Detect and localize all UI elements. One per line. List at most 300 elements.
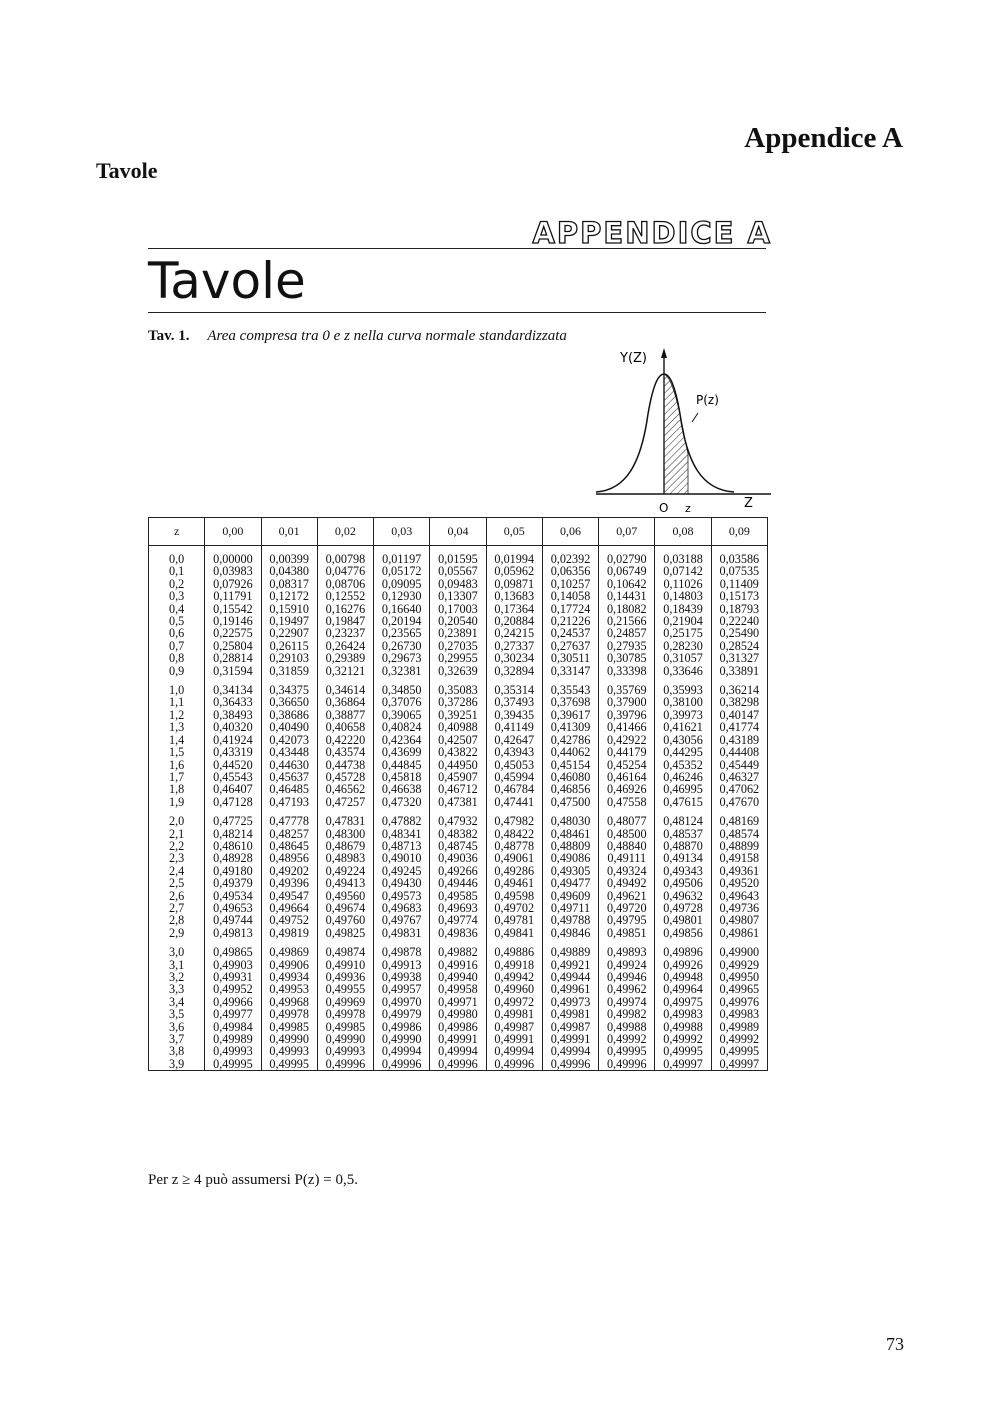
value-cell: 0,39617 (542, 709, 598, 721)
value-cell: 0,27935 (599, 640, 655, 652)
value-cell: 0,40320 (205, 721, 261, 733)
value-cell: 0,18793 (711, 603, 767, 615)
value-cell: 0,42364 (374, 734, 430, 746)
value-cell: 0,31594 (205, 665, 261, 677)
value-cell: 0,49980 (430, 1008, 486, 1020)
value-cell: 0,49995 (261, 1058, 317, 1071)
header-col: 0,02 (317, 518, 373, 546)
value-cell: 0,42786 (542, 734, 598, 746)
value-cell: 0,31859 (261, 665, 317, 677)
value-cell: 0,49492 (599, 877, 655, 889)
header-col: 0,08 (655, 518, 711, 546)
z-cell: 1,6 (169, 757, 185, 772)
value-cell: 0,38877 (317, 709, 373, 721)
value-cell: 0,40824 (374, 721, 430, 733)
value-cell: 0,49693 (430, 902, 486, 914)
value-cell: 0,49889 (542, 946, 598, 958)
value-cell: 0,43319 (205, 746, 261, 758)
value-cell: 0,42220 (317, 734, 373, 746)
value-cell: 0,49795 (599, 914, 655, 926)
value-cell: 0,39973 (655, 709, 711, 721)
value-cell: 0,39796 (599, 709, 655, 721)
z-cell: 1,7 (169, 769, 185, 784)
value-cell: 0,49965 (711, 983, 767, 995)
value-cell: 0,49202 (261, 865, 317, 877)
table-body (149, 546, 768, 1071)
table-row (149, 796, 768, 808)
value-cell: 0,44520 (205, 759, 261, 771)
value-cell: 0,49621 (599, 890, 655, 902)
value-cell: 0,49446 (430, 877, 486, 889)
value-cell: 0,49893 (599, 946, 655, 958)
value-cell: 0,49982 (599, 1008, 655, 1020)
header-z: z (149, 518, 205, 546)
value-cell: 0,49992 (655, 1033, 711, 1045)
value-cell: 0,49991 (486, 1033, 542, 1045)
value-cell: 0,34614 (317, 684, 373, 696)
value-cell: 0,49994 (486, 1045, 542, 1057)
value-cell: 0,49992 (599, 1033, 655, 1045)
value-cell: 0,48870 (655, 840, 711, 852)
value-cell: 0,49926 (655, 959, 711, 971)
value-cell: 0,49973 (542, 996, 598, 1008)
table-row (149, 1058, 768, 1071)
value-cell: 0,49856 (655, 927, 711, 939)
value-cell: 0,49987 (542, 1021, 598, 1033)
value-cell: 0,24857 (599, 627, 655, 639)
value-cell: 0,49970 (374, 996, 430, 1008)
value-cell: 0,32639 (430, 665, 486, 677)
value-cell: 0,49361 (711, 865, 767, 877)
value-cell: 0,47193 (261, 796, 317, 808)
value-cell: 0,30511 (542, 652, 598, 664)
value-cell: 0,33398 (599, 665, 655, 677)
value-cell: 0,49961 (542, 983, 598, 995)
value-cell: 0,35083 (430, 684, 486, 696)
value-cell: 0,25490 (711, 627, 767, 639)
value-cell: 0,46784 (486, 783, 542, 795)
value-cell: 0,49936 (317, 971, 373, 983)
scanned-table-page (140, 212, 780, 1202)
value-cell: 0,38100 (655, 696, 711, 708)
value-cell: 0,43822 (430, 746, 486, 758)
caption-text: Area compresa tra 0 e z nella curva normale standardizzata (207, 328, 567, 344)
value-cell: 0,49934 (261, 971, 317, 983)
value-cell: 0,49801 (655, 914, 711, 926)
value-cell: 0,12172 (261, 590, 317, 602)
value-cell: 0,08706 (317, 578, 373, 590)
value-cell: 0,47062 (711, 783, 767, 795)
value-cell: 0,47725 (205, 815, 261, 827)
value-cell: 0,49984 (205, 1021, 261, 1033)
table-row (149, 877, 768, 889)
value-cell: 0,49831 (374, 927, 430, 939)
value-cell: 0,18082 (599, 603, 655, 615)
value-cell: 0,49990 (261, 1033, 317, 1045)
value-cell: 0,44630 (261, 759, 317, 771)
value-cell: 0,49900 (711, 946, 767, 958)
value-cell: 0,22575 (205, 627, 261, 639)
value-cell: 0,49986 (430, 1021, 486, 1033)
value-cell: 0,03188 (655, 553, 711, 565)
value-cell: 0,49940 (430, 971, 486, 983)
value-cell: 0,26730 (374, 640, 430, 652)
value-cell: 0,17003 (430, 603, 486, 615)
value-cell: 0,49996 (486, 1058, 542, 1071)
value-cell: 0,33147 (542, 665, 598, 677)
value-cell: 0,08317 (261, 578, 317, 590)
value-cell: 0,44738 (317, 759, 373, 771)
z-table (148, 517, 768, 1071)
value-cell: 0,29955 (430, 652, 486, 664)
value-cell: 0,35993 (655, 684, 711, 696)
z-cell: 0,8 (169, 651, 185, 666)
value-cell: 0,24215 (486, 627, 542, 639)
value-cell: 0,41466 (599, 721, 655, 733)
value-cell: 0,39251 (430, 709, 486, 721)
value-cell: 0,49987 (486, 1021, 542, 1033)
value-cell: 0,43943 (486, 746, 542, 758)
value-cell: 0,20884 (486, 615, 542, 627)
value-cell: 0,14058 (542, 590, 598, 602)
value-cell: 0,21226 (542, 615, 598, 627)
value-cell: 0,49547 (261, 890, 317, 902)
value-cell: 0,44179 (599, 746, 655, 758)
header-col: 0,03 (374, 518, 430, 546)
value-cell: 0,49997 (655, 1058, 711, 1071)
top-rule (148, 248, 766, 249)
table-caption (148, 328, 567, 345)
value-cell: 0,11791 (205, 590, 261, 602)
value-cell: 0,49841 (486, 927, 542, 939)
value-cell: 0,27637 (542, 640, 598, 652)
value-cell: 0,49825 (317, 927, 373, 939)
value-cell: 0,49702 (486, 902, 542, 914)
value-cell: 0,45728 (317, 771, 373, 783)
value-cell: 0,49916 (430, 959, 486, 971)
value-cell: 0,49996 (317, 1058, 373, 1071)
header-col: 0,06 (542, 518, 598, 546)
value-cell: 0,49988 (655, 1021, 711, 1033)
value-cell: 0,49944 (542, 971, 598, 983)
value-cell: 0,49953 (261, 983, 317, 995)
z-cell: 1,5 (169, 745, 185, 760)
value-cell: 0,37286 (430, 696, 486, 708)
value-cell: 0,48300 (317, 828, 373, 840)
value-cell: 0,45818 (374, 771, 430, 783)
value-cell: 0,41924 (205, 734, 261, 746)
value-cell: 0,49903 (205, 959, 261, 971)
z-cell: 0,2 (169, 576, 185, 591)
value-cell: 0,42647 (486, 734, 542, 746)
value-cell: 0,45637 (261, 771, 317, 783)
appendix-heading: Appendice A (744, 122, 903, 154)
value-cell: 0,49534 (205, 890, 261, 902)
value-cell: 0,49744 (205, 914, 261, 926)
value-cell: 0,45543 (205, 771, 261, 783)
value-cell: 0,46080 (542, 771, 598, 783)
value-cell: 0,49985 (261, 1021, 317, 1033)
value-cell: 0,49988 (599, 1021, 655, 1033)
z-cell: 1,3 (169, 720, 185, 735)
value-cell: 0,49774 (430, 914, 486, 926)
value-cell: 0,45994 (486, 771, 542, 783)
z-cell: 3,1 (169, 957, 185, 972)
table-row (149, 1045, 768, 1057)
value-cell: 0,14431 (599, 590, 655, 602)
value-cell: 0,49878 (374, 946, 430, 958)
value-cell: 0,49158 (711, 852, 767, 864)
table-row (149, 914, 768, 926)
value-cell: 0,26424 (317, 640, 373, 652)
table-row (149, 721, 768, 733)
value-cell: 0,49379 (205, 877, 261, 889)
value-cell: 0,33891 (711, 665, 767, 677)
value-cell: 0,49958 (430, 983, 486, 995)
value-cell: 0,21904 (655, 615, 711, 627)
value-cell: 0,48899 (711, 840, 767, 852)
value-cell: 0,47441 (486, 796, 542, 808)
scan-title: Tavole (148, 252, 306, 310)
value-cell: 0,35769 (599, 684, 655, 696)
value-cell: 0,11026 (655, 578, 711, 590)
value-cell: 0,35314 (486, 684, 542, 696)
value-cell: 0,49960 (486, 983, 542, 995)
value-cell: 0,40147 (711, 709, 767, 721)
value-cell: 0,32894 (486, 665, 542, 677)
value-cell: 0,49906 (261, 959, 317, 971)
value-cell: 0,49964 (655, 983, 711, 995)
value-cell: 0,49413 (317, 877, 373, 889)
value-cell: 0,39435 (486, 709, 542, 721)
normal-table (148, 517, 768, 1071)
table-row (149, 815, 768, 827)
value-cell: 0,44845 (374, 759, 430, 771)
z-cell: 0,9 (169, 663, 185, 678)
value-cell: 0,49573 (374, 890, 430, 902)
z-cell: 2,5 (169, 876, 185, 891)
z-cell: 1,0 (169, 683, 185, 698)
value-cell: 0,19497 (261, 615, 317, 627)
value-cell: 0,18439 (655, 603, 711, 615)
value-cell: 0,48983 (317, 852, 373, 864)
z-cell: 1,8 (169, 782, 185, 797)
value-cell: 0,49996 (374, 1058, 430, 1071)
table-row (149, 746, 768, 758)
z-cell: 2,7 (169, 900, 185, 915)
z-cell: 3,0 (169, 945, 185, 960)
value-cell: 0,10642 (599, 578, 655, 590)
value-cell: 0,47128 (205, 796, 261, 808)
value-cell: 0,46246 (655, 771, 711, 783)
table-row (149, 696, 768, 708)
value-cell: 0,37076 (374, 696, 430, 708)
z-cell: 2,3 (169, 851, 185, 866)
value-cell: 0,09483 (430, 578, 486, 590)
value-cell: 0,49781 (486, 914, 542, 926)
z-cell: 0,7 (169, 638, 185, 653)
value-cell: 0,03586 (711, 553, 767, 565)
value-cell: 0,00000 (205, 553, 261, 565)
value-cell: 0,49760 (317, 914, 373, 926)
value-cell: 0,45154 (542, 759, 598, 771)
value-cell: 0,49643 (711, 890, 767, 902)
value-cell: 0,03983 (205, 565, 261, 577)
value-cell: 0,45449 (711, 759, 767, 771)
table-row (149, 590, 768, 602)
value-cell: 0,49874 (317, 946, 373, 958)
value-cell: 0,41149 (486, 721, 542, 733)
value-cell: 0,42073 (261, 734, 317, 746)
value-cell: 0,28814 (205, 652, 261, 664)
value-cell: 0,49957 (374, 983, 430, 995)
value-cell: 0,48645 (261, 840, 317, 852)
y-axis-arrow (661, 348, 667, 358)
value-cell: 0,49948 (655, 971, 711, 983)
value-cell: 0,49921 (542, 959, 598, 971)
value-cell: 0,49989 (711, 1021, 767, 1033)
value-cell: 0,49995 (655, 1045, 711, 1057)
header-col: 0,00 (205, 518, 261, 546)
z-cell: 3,3 (169, 982, 185, 997)
value-cell: 0,49664 (261, 902, 317, 914)
value-cell: 0,27035 (430, 640, 486, 652)
value-cell: 0,48840 (599, 840, 655, 852)
value-cell: 0,46485 (261, 783, 317, 795)
value-cell: 0,37900 (599, 696, 655, 708)
value-cell: 0,17364 (486, 603, 542, 615)
value-cell: 0,49972 (486, 996, 542, 1008)
value-cell: 0,49477 (542, 877, 598, 889)
value-cell: 0,48537 (655, 828, 711, 840)
value-cell: 0,48461 (542, 828, 598, 840)
z-cell: 2,9 (169, 925, 185, 940)
value-cell: 0,49609 (542, 890, 598, 902)
value-cell: 0,36214 (711, 684, 767, 696)
value-cell: 0,02790 (599, 553, 655, 565)
value-cell: 0,49994 (542, 1045, 598, 1057)
value-cell: 0,38493 (205, 709, 261, 721)
z-cell: 2,1 (169, 826, 185, 841)
value-cell: 0,30234 (486, 652, 542, 664)
value-cell: 0,49983 (711, 1008, 767, 1020)
value-cell: 0,49938 (374, 971, 430, 983)
value-cell: 0,49989 (205, 1033, 261, 1045)
value-cell: 0,45907 (430, 771, 486, 783)
value-cell: 0,48679 (317, 840, 373, 852)
value-cell: 0,49180 (205, 865, 261, 877)
y-label: Y(Z) (620, 351, 647, 366)
value-cell: 0,40490 (261, 721, 317, 733)
value-cell: 0,38686 (261, 709, 317, 721)
value-cell: 0,49767 (374, 914, 430, 926)
z-cell: 2,6 (169, 888, 185, 903)
table-row (149, 946, 768, 958)
value-cell: 0,47778 (261, 815, 317, 827)
value-cell: 0,49986 (374, 1021, 430, 1033)
value-cell: 0,47982 (486, 815, 542, 827)
value-cell: 0,49931 (205, 971, 261, 983)
value-cell: 0,48422 (486, 828, 542, 840)
value-cell: 0,49993 (317, 1045, 373, 1057)
z-cell: 3,9 (169, 1056, 185, 1071)
value-cell: 0,48169 (711, 815, 767, 827)
value-cell: 0,46856 (542, 783, 598, 795)
value-cell: 0,20194 (374, 615, 430, 627)
value-cell: 0,49955 (317, 983, 373, 995)
value-cell: 0,07142 (655, 565, 711, 577)
value-cell: 0,47882 (374, 815, 430, 827)
value-cell: 0,29389 (317, 652, 373, 664)
z-cell: 0,5 (169, 614, 185, 629)
value-cell: 0,49245 (374, 865, 430, 877)
value-cell: 0,49974 (599, 996, 655, 1008)
scan-appendix-label: APPENDICE A (532, 216, 772, 250)
value-cell: 0,49995 (205, 1058, 261, 1071)
value-cell: 0,46995 (655, 783, 711, 795)
value-cell: 0,47558 (599, 796, 655, 808)
value-cell: 0,07926 (205, 578, 261, 590)
z-cell: 0,4 (169, 601, 185, 616)
value-cell: 0,48574 (711, 828, 767, 840)
value-cell: 0,49942 (486, 971, 542, 983)
value-cell: 0,00798 (317, 553, 373, 565)
value-cell: 0,23237 (317, 627, 373, 639)
value-cell: 0,49990 (374, 1033, 430, 1045)
value-cell: 0,49993 (205, 1045, 261, 1057)
origin-label: O (659, 501, 669, 514)
value-cell: 0,47320 (374, 796, 430, 808)
value-cell: 0,48809 (542, 840, 598, 852)
value-cell: 0,23565 (374, 627, 430, 639)
value-cell: 0,45254 (599, 759, 655, 771)
value-cell: 0,48077 (599, 815, 655, 827)
value-cell: 0,49918 (486, 959, 542, 971)
value-cell: 0,14803 (655, 590, 711, 602)
z-cell: 2,0 (169, 814, 185, 829)
z-cell: 2,2 (169, 838, 185, 853)
header-col: 0,09 (711, 518, 767, 546)
value-cell: 0,49971 (430, 996, 486, 1008)
value-cell: 0,21566 (599, 615, 655, 627)
z-cell: 3,6 (169, 1019, 185, 1034)
value-cell: 0,47615 (655, 796, 711, 808)
value-cell: 0,49632 (655, 890, 711, 902)
value-cell: 0,49266 (430, 865, 486, 877)
value-cell: 0,15542 (205, 603, 261, 615)
value-cell: 0,49807 (711, 914, 767, 926)
value-cell: 0,11409 (711, 578, 767, 590)
z-cell: 1,4 (169, 732, 185, 747)
table-row (149, 665, 768, 677)
value-cell: 0,07535 (711, 565, 767, 577)
value-cell: 0,19847 (317, 615, 373, 627)
table-row (149, 783, 768, 795)
value-cell: 0,49560 (317, 890, 373, 902)
value-cell: 0,29103 (261, 652, 317, 664)
table-row (149, 627, 768, 639)
value-cell: 0,49836 (430, 927, 486, 939)
axis-label: Z (744, 496, 753, 511)
value-cell: 0,00399 (261, 553, 317, 565)
value-cell: 0,49819 (261, 927, 317, 939)
value-cell: 0,15910 (261, 603, 317, 615)
value-cell: 0,25175 (655, 627, 711, 639)
value-cell: 0,13683 (486, 590, 542, 602)
value-cell: 0,49896 (655, 946, 711, 958)
value-cell: 0,46638 (374, 783, 430, 795)
z-cell: 3,4 (169, 994, 185, 1009)
